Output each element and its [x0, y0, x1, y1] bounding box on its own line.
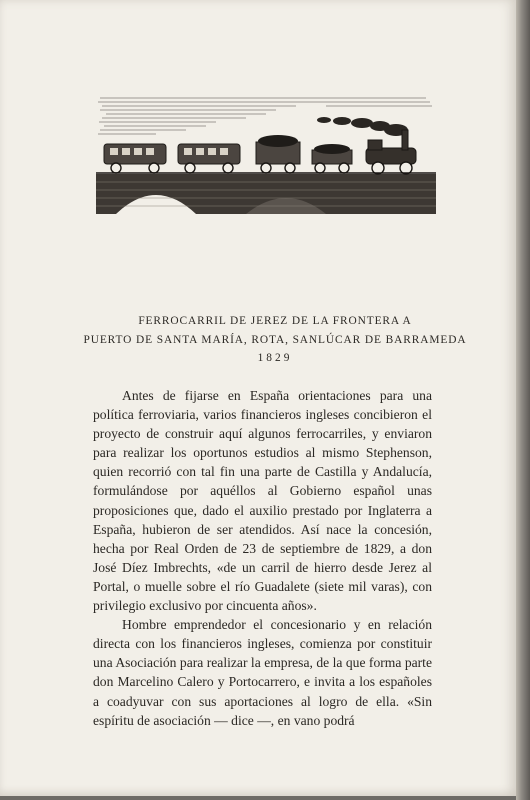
paragraph-1: Antes de fijarse en España orientaciones para una política ferroviaria, varios financieros ingleses concibieron el proyecto de construir aquí algunos ferrocarriles, y enviaron para realizar los oportunos estudios al mismo Stephenson, quien recorrió con tal fin una parte de Castilla y Andalucía, formulándose por aquéllos al Gobierno español unas proposiciones que, dado el auxilio prestado por Inglaterra a España, hubieron de ser atendidos. Así nace la concesión, hecha por Real Orden de 23 de septiembre de 1829, a don José Díez Imbrechts, «de un carril de hierro desde Jerez al Portal, o muelle sobre el río Guadalete (siete mil varas), con privilegio exclusivo por cincuenta años».	[93, 388, 432, 614]
book-spine-edge	[516, 0, 530, 800]
section-title-line2: PUERTO DE SANTA MARÍA, ROTA, SANLÚCAR DE BARRAMEDA	[83, 334, 467, 346]
body-text	[93, 386, 432, 730]
paragraph-2: Hombre emprendedor el concesionario y en relación directa con los financieros ingleses, comienza por constituir una Asociación para realizar la empresa, de la que forma parte don Marcelino Calero y Portocarrero, e invita a los españoles a coadyuvar con sus aportaciones al logro de ella. «Sin espíritu de asociación — dice —, en vano podrá	[93, 617, 432, 728]
section-year: 1829	[257, 352, 293, 364]
section-title-line1: FERROCARRIL DE JEREZ DE LA FRONTERA A	[138, 315, 412, 327]
steam-train-illustration	[96, 92, 436, 220]
